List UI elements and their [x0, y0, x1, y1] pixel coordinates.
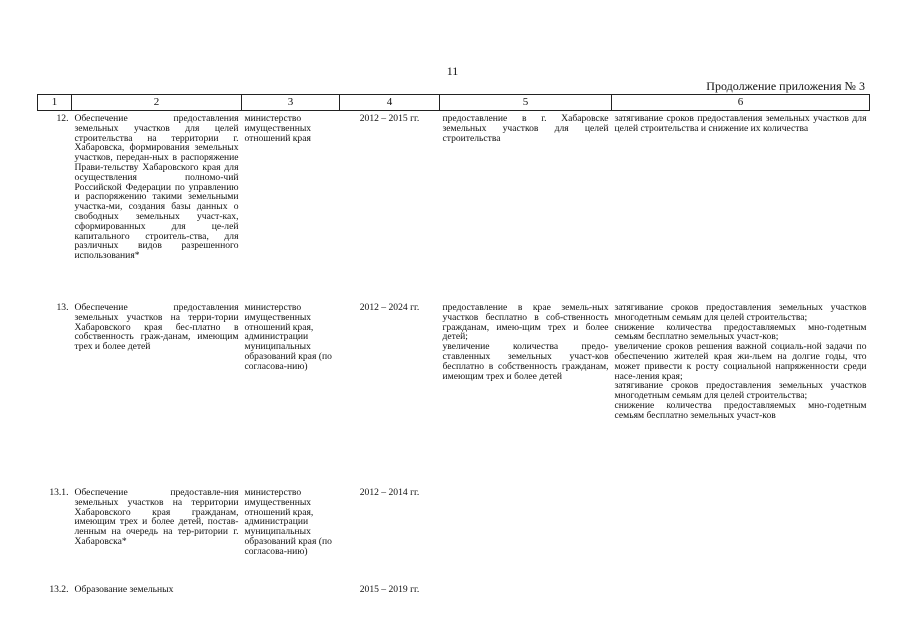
- column-header: 2: [72, 95, 242, 111]
- consequences-cell: [612, 111, 870, 301]
- result-cell: [440, 485, 612, 582]
- row-number: 13.: [56, 302, 69, 313]
- consequence-item: увеличение сроков решения важной социаль-ной задачи по обеспечению жителей края жи-льем на долгие годы, что может привести к росту социальной напряженности среди насе-ления края;: [614, 341, 867, 382]
- column-header: 3: [242, 95, 340, 111]
- table-row: [38, 582, 870, 605]
- column-header: 6: [612, 95, 870, 111]
- result-cell: предоставление в г. Хабаровске земельных участков для целей строительства: [442, 113, 609, 144]
- table-row: [38, 485, 870, 582]
- period-cell: 2012 – 2024 гг.: [359, 302, 420, 313]
- appendix-label: Продолжение приложения № 3: [706, 79, 865, 93]
- measure-cell: Обеспечение предоставления земельных участков на терри-тории Хабаровского края бес-платно в собственность граж-данам, имеющим трех и более детей: [74, 302, 239, 353]
- result-cell: [440, 300, 612, 485]
- table-row: [38, 111, 870, 301]
- measure-cell: Обеспечение предоставле-ния земельных участков на территории Хабаровского края гражданам, имеющим трех и более детей, постав-ленным на очередь на тер-ритории г. Хабаровска*: [74, 487, 239, 547]
- result-item: увеличение количества предо-ставленных земельных участ-ков бесплатно в собственность гражданам, имеющим трех и более детей: [442, 341, 609, 382]
- period-cell: 2012 – 2014 гг.: [359, 487, 420, 498]
- measures-table: [37, 94, 870, 605]
- consequence-item: затягивание сроков предоставления земельных участков многодетным семьям для целей строительства;: [614, 380, 867, 402]
- header-row: [38, 95, 870, 111]
- row-number: 12.: [56, 113, 69, 124]
- column-header: 4: [340, 95, 440, 111]
- consequence-item: затягивание сроков предоставления земельных участков для целей строительства и снижение их количества: [614, 113, 867, 134]
- result-item: предоставление в крае земель-ных участков бесплатно в соб-ственность гражданам, имею-щим трех и более детей;: [442, 302, 609, 343]
- measure-cell: Образование земельных: [74, 584, 174, 595]
- period-cell: 2012 – 2015 гг.: [359, 113, 420, 124]
- table-row: [38, 300, 870, 485]
- consequence-item: снижение количества предоставляемых мно-годетным семьям бесплатно земельных участ-ков;: [614, 321, 867, 343]
- consequences-cell: [612, 485, 870, 582]
- measure-cell: Обеспечение предоставления земельных участков для целей строительства на территории г. Хабаровска, формирования земельных участков, передан-ных в распоряжение Прави-тельству Хабаровского края для осуществления полномо-чий Российской Федерации по управлению и распоряжению такими земельными участка-ми, создания базы данных о свободных земельных участ-ках, сформированных для це-лей капитального строитель-ства, для различных видов разрешенного использования*: [74, 113, 239, 262]
- result-cell: [440, 582, 612, 605]
- row-number: 13.1.: [49, 487, 69, 498]
- consequences-cell: [612, 582, 870, 605]
- column-header: 5: [440, 95, 612, 111]
- executor-cell: министерство имущественных отношений края: [244, 113, 312, 144]
- period-cell: 2015 – 2019 гг.: [359, 584, 420, 595]
- consequences-cell: [612, 300, 870, 485]
- consequence-item: затягивание сроков предоставления земельных участков многодетным семьям для целей строительства;: [614, 302, 867, 323]
- page-number: 11: [446, 64, 459, 78]
- consequence-item: снижение количества предоставляемых мно-годетным семьям бесплатно земельных участ-ков: [614, 399, 867, 421]
- column-header: 1: [38, 95, 72, 111]
- row-number: 13.2.: [49, 584, 69, 595]
- executor-cell: министерство имущественных отношений края, администрации муниципальных образований края (по согласова-нию): [244, 487, 332, 557]
- executor-cell: [242, 582, 340, 605]
- executor-cell: министерство имущественных отношений края, администрации муниципальных образований края (по согласова-нию): [244, 302, 332, 372]
